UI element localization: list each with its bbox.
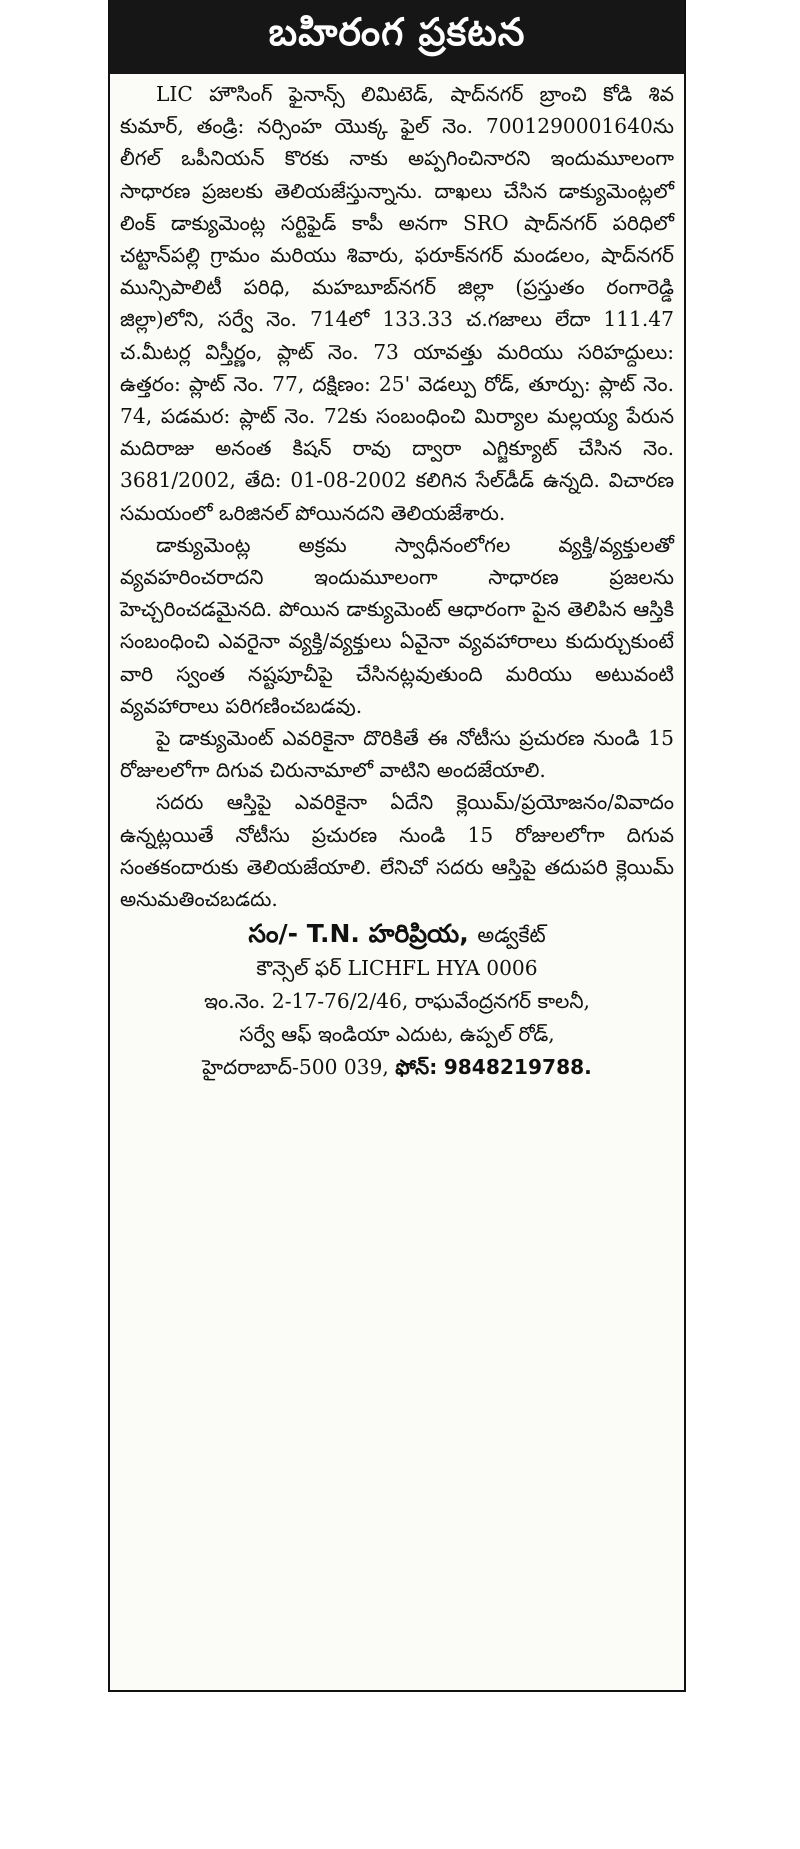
phone-label: ఫోన్: <box>395 1055 438 1080</box>
signatory-name: సం/- T.N. హరిప్రియ, <box>248 919 469 949</box>
paragraph-1: LIC హౌసింగ్ ఫైనాన్స్ లిమిటెడ్, షాద్‌నగర్ బ్రాంచి కోడి శివ కుమార్, తండ్రి: నర్సింహ యొక్క ఫైల్ నెం. 7001290001640ను లీగల్ ఒపీనియన్ కొరకు నాకు అప్పగించినారని ఇందుమూలంగా సాధారణ ప్రజలకు తెలియజేస్తున్నాను. దాఖలు చేసిన డాక్యుమెంట్లలో లింక్ డాక్యుమెంట్ల సర్టిఫైడ్ కాపీ అనగా SRO షాద్‌నగర్ పరిధిలో చట్టాన్‌పల్లి గ్రామం మరియు శివారు, ఫరూక్‌నగర్ మండలం, షాద్‌నగర్ మున్సిపాలిటీ పరిధి, మహబూబ్‌నగర్ జిల్లా (ప్రస్తుతం రంగారెడ్డి జిల్లా)లోని, సర్వే నెం. 714లో 133.33 చ.గజాలు లేదా 111.47 చ.మీటర్ల విస్తీర్ణం, ప్లాట్ నెం. 73 యావత్తు మరియు సరిహద్దులు: ఉత్తరం: ప్లాట్ నెం. 77, దక్షిణం: 25' వెడల్పు రోడ్, తూర్పు: ప్లాట్ నెం. 74, పడమర: ప్లాట్ నెం. 72కు సంబంధించి మిర్యాల మల్లయ్య పేరున మదిరాజు అనంత కిషన్ రావు ద్వారా ఎగ్జిక్యూట్ చేసిన నెం. 3681/2002, తేది: 01-08-2002 కలిగిన సేల్‌డీడ్ ఉన్నది. విచారణ సమయంలో ఒరిజినల్ పోయినదని తెలియజేశారు. <box>120 82 674 525</box>
notice-title: బహిరంగ ప్రకటన <box>110 0 684 74</box>
signature-block <box>120 917 674 1084</box>
paragraph-3: పై డాక్యుమెంట్ ఎవరికైనా దొరికితే ఈ నోటీసు ప్రచురణ నుండి 15 రోజులలోగా దిగువ చిరునామాలో వాటిని అందజేయాలి. <box>120 726 674 783</box>
signatory-role: అడ్వకేట్ <box>477 923 546 948</box>
address-line-1: ఇం.నెం. 2-17-76/2/46, రాఘవేంద్రనగర్ కాలనీ, <box>204 989 590 1014</box>
city: హైదరాబాద్-500 039, <box>202 1055 389 1080</box>
counsel-line: కౌన్సెల్ ఫర్ LICHFL HYA 0006 <box>256 956 538 981</box>
public-notice <box>108 0 686 1692</box>
paragraph-2: డాక్యుమెంట్ల అక్రమ స్వాధీనంలోగల వ్యక్తి/వ్యక్తులతో వ్యవహరించరాదని ఇందుమూలంగా సాధారణ ప్రజలను హెచ్చరించడమైనది. పోయిన డాక్యుమెంట్ ఆధారంగా పైన తెలిపిన ఆస్తికి సంబంధించి ఎవరైనా వ్యక్తి/వ్యక్తులు ఏవైనా వ్యవహారాలు కుదుర్చుకుంటే వారి స్వంత నష్టపూచీపై చేసినట్లవుతుంది మరియు అటువంటి వ్యవహారాలు పరిగణించబడవు. <box>120 532 674 718</box>
paragraph-4: సదరు ఆస్తిపై ఎవరికైనా ఏదేని క్లెయిమ్/ప్రయోజనం/వివాదం ఉన్నట్లయితే నోటీసు ప్రచురణ నుండి 15 రోజులలోగా దిగువ సంతకందారుకు తెలియజేయాలి. లేనిచో సదరు ఆస్తిపై తదుపరి క్లెయిమ్ అనుమతించబడదు. <box>120 790 674 912</box>
phone-number: 9848219788. <box>443 1055 592 1080</box>
signatory-line <box>120 917 674 952</box>
address-line-2: సర్వే ఆఫ్ ఇండియా ఎదుట, ఉప్పల్ రోడ్, <box>239 1022 555 1047</box>
city-phone-line <box>120 1051 674 1084</box>
notice-body <box>110 74 684 1084</box>
